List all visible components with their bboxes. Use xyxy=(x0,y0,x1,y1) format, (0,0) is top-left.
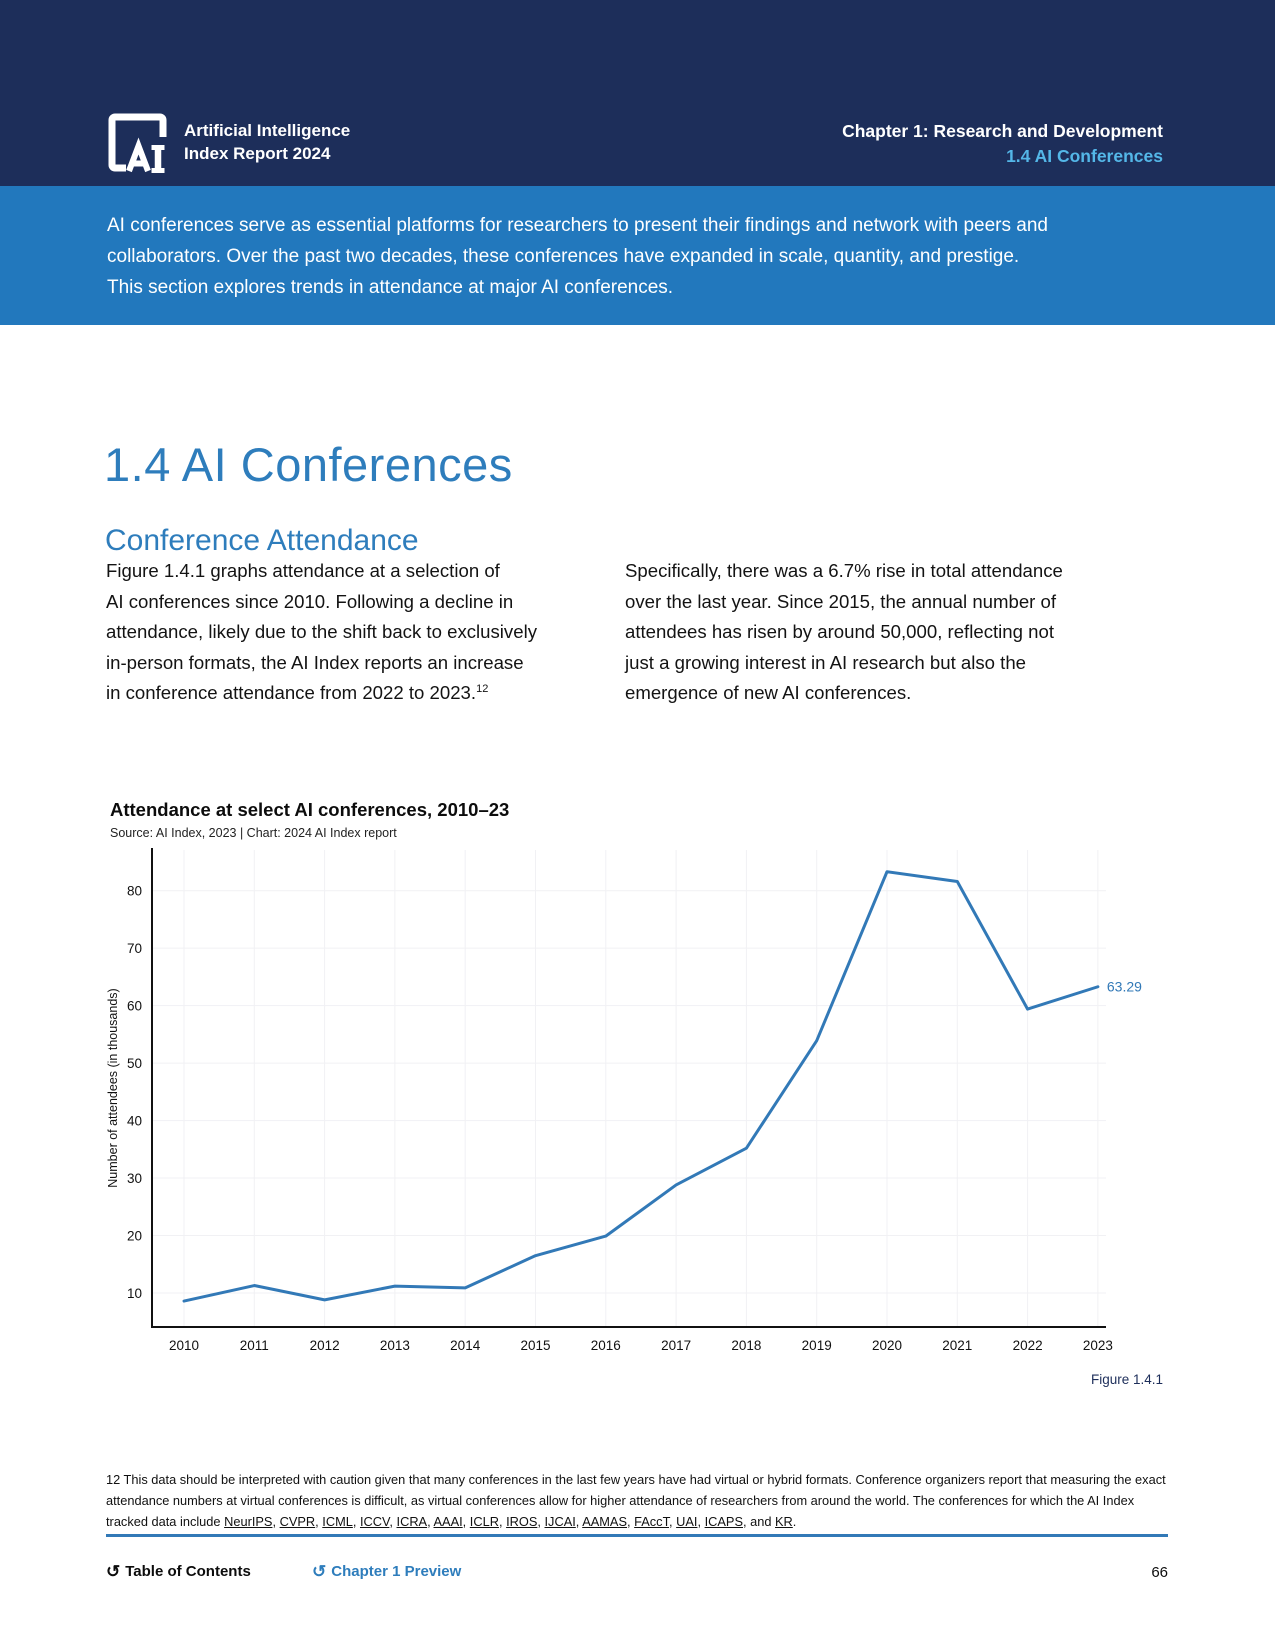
x-tick-label: 2023 xyxy=(1082,1338,1113,1353)
footnote-link[interactable]: IJCAI xyxy=(544,1514,576,1529)
text-line: attendance, likely due to the shift back to exclusively xyxy=(106,621,537,642)
y-axis-label: Number of attendees (in thousands) xyxy=(106,988,120,1188)
footnote-link[interactable]: KR xyxy=(775,1514,793,1529)
text-line: over the last year. Since 2015, the annual number of xyxy=(625,590,1057,612)
section-subtitle: Conference Attendance xyxy=(105,523,419,557)
chapter-1-preview-label: Chapter 1 Preview xyxy=(331,1563,462,1580)
footnote-link[interactable]: IROS xyxy=(506,1514,538,1529)
y-tick-label: 70 xyxy=(126,941,142,957)
footnote-link[interactable]: FAccT xyxy=(634,1514,669,1529)
x-tick-label: 2014 xyxy=(450,1338,481,1353)
footer-divider xyxy=(106,1534,1168,1537)
report-title-line2: Index Report 2024 xyxy=(184,144,331,163)
x-tick-label: 2010 xyxy=(168,1338,200,1353)
table-of-contents-link[interactable] xyxy=(106,1563,251,1580)
text-line: Figure 1.4.1 graphs attendance at a selection of xyxy=(106,560,500,581)
x-tick-label: 2017 xyxy=(661,1338,692,1353)
x-tick-label: 2016 xyxy=(590,1338,621,1353)
text-line: in-person formats, the AI Index reports an increase xyxy=(106,651,524,673)
ai-index-logo-icon xyxy=(105,110,171,174)
footnote-link[interactable]: ICCV xyxy=(359,1514,390,1529)
x-tick-label: 2021 xyxy=(942,1338,973,1353)
page-title: 1.4 AI Conferences xyxy=(104,438,513,492)
footnote-link[interactable]: ICLR xyxy=(469,1514,499,1529)
body-col-right xyxy=(625,556,1105,709)
y-tick-label: 60 xyxy=(126,998,142,1014)
y-tick-label: 10 xyxy=(126,1286,142,1301)
text-line: collaborators. Over the past two decades, these conferences have expanded in scale, quantity, and prestige. xyxy=(107,246,1020,267)
text-line: AI conferences since 2010. Following a decline in xyxy=(106,590,514,612)
text-line: This section explores trends in attendance at major AI conferences. xyxy=(107,277,674,298)
body-col-left-lines xyxy=(106,556,586,678)
footnote-link[interactable]: CVPR xyxy=(279,1514,316,1529)
y-tick-label: 20 xyxy=(126,1228,142,1244)
x-tick-label: 2020 xyxy=(871,1338,903,1353)
footnote-link[interactable]: NeurIPS xyxy=(224,1514,273,1529)
x-tick-label: 2018 xyxy=(731,1338,762,1353)
chart-canvas xyxy=(0,845,1275,1400)
x-tick-label: 2022 xyxy=(1012,1338,1043,1353)
intro-banner xyxy=(0,186,1275,325)
text-line: emergence of new AI conferences. xyxy=(625,682,912,703)
text-line: Specifically, there was a 6.7% rise in total attendance xyxy=(625,560,1063,581)
chart-source: Source: AI Index, 2023 | Chart: 2024 AI Index report xyxy=(110,826,397,840)
attendance-line xyxy=(184,872,1098,1301)
footnote-link[interactable]: UAI xyxy=(676,1514,698,1529)
y-tick-label: 50 xyxy=(126,1056,142,1072)
x-tick-label: 2012 xyxy=(309,1338,340,1353)
footnote-link[interactable]: AAMAS xyxy=(582,1514,628,1529)
footnote-link[interactable]: ICML xyxy=(322,1514,353,1529)
section-label: 1.4 AI Conferences xyxy=(1006,146,1163,166)
body-col-left-lastline xyxy=(106,678,586,709)
report-title-line1: Artificial Intelligence xyxy=(184,121,351,140)
x-tick-label: 2013 xyxy=(379,1338,410,1353)
intro-text xyxy=(107,210,1107,303)
chart-title: Attendance at select AI conferences, 2010–23 xyxy=(110,799,510,820)
footnote-link[interactable]: ICAPS xyxy=(704,1514,743,1529)
attendance-line-chart xyxy=(0,845,1275,1400)
footnote-link[interactable]: ICRA xyxy=(396,1514,428,1529)
footnote: 12 This data should be interpreted with caution given that many conferences in the last few years have had virtual or hybrid formats. Conference organizers report that measuring the exact attendance numbers at virtual conferences is difficult, as virtual conferences allow for higher attendance of researchers from around the world. The conferences for which the AI Index tracked data include NeurIPS, CVPR, ICML, ICCV, ICRA, AAAI, ICLR, IROS, IJCAI, AAMAS, FAccT, UAI, ICAPS, and KR. xyxy=(106,1472,1166,1529)
text-line: attendees has risen by around 50,000, reflecting not xyxy=(625,621,1054,642)
report-brand xyxy=(105,110,350,174)
chapter-label: Chapter 1: Research and Development xyxy=(842,121,1163,141)
y-tick-label: 40 xyxy=(126,1113,142,1129)
footnote-link[interactable]: AAAI xyxy=(433,1514,463,1529)
chapter-1-preview-link[interactable] xyxy=(312,1563,461,1580)
x-tick-label: 2019 xyxy=(801,1338,832,1353)
report-title xyxy=(184,119,350,165)
x-tick-label: 2011 xyxy=(239,1338,269,1353)
header-breadcrumb xyxy=(842,119,1163,169)
text-line: AI conferences serve as essential platforms for researchers to present their findings and network with peers and xyxy=(107,215,1048,236)
end-value-label: 63.29 xyxy=(1106,978,1142,995)
y-tick-label: 30 xyxy=(126,1171,142,1187)
figure-label: Figure 1.4.1 xyxy=(1090,1372,1163,1387)
text-line: just a growing interest in AI research but also the xyxy=(625,651,1027,673)
x-tick-label: 2015 xyxy=(520,1338,551,1353)
table-of-contents-label: Table of Contents xyxy=(125,1563,251,1580)
footnote-reference[interactable]: 12 xyxy=(476,682,489,695)
return-arrow-icon: ↺ xyxy=(312,1562,327,1581)
body-col-left xyxy=(106,556,586,709)
body-col-right-lines xyxy=(625,556,1105,709)
page-number: 66 xyxy=(1151,1564,1168,1581)
y-tick-label: 80 xyxy=(126,883,142,899)
return-arrow-icon: ↺ xyxy=(106,1562,121,1581)
header-bar xyxy=(0,0,1275,186)
body-text: in conference attendance from 2022 to 2023. xyxy=(106,682,477,703)
